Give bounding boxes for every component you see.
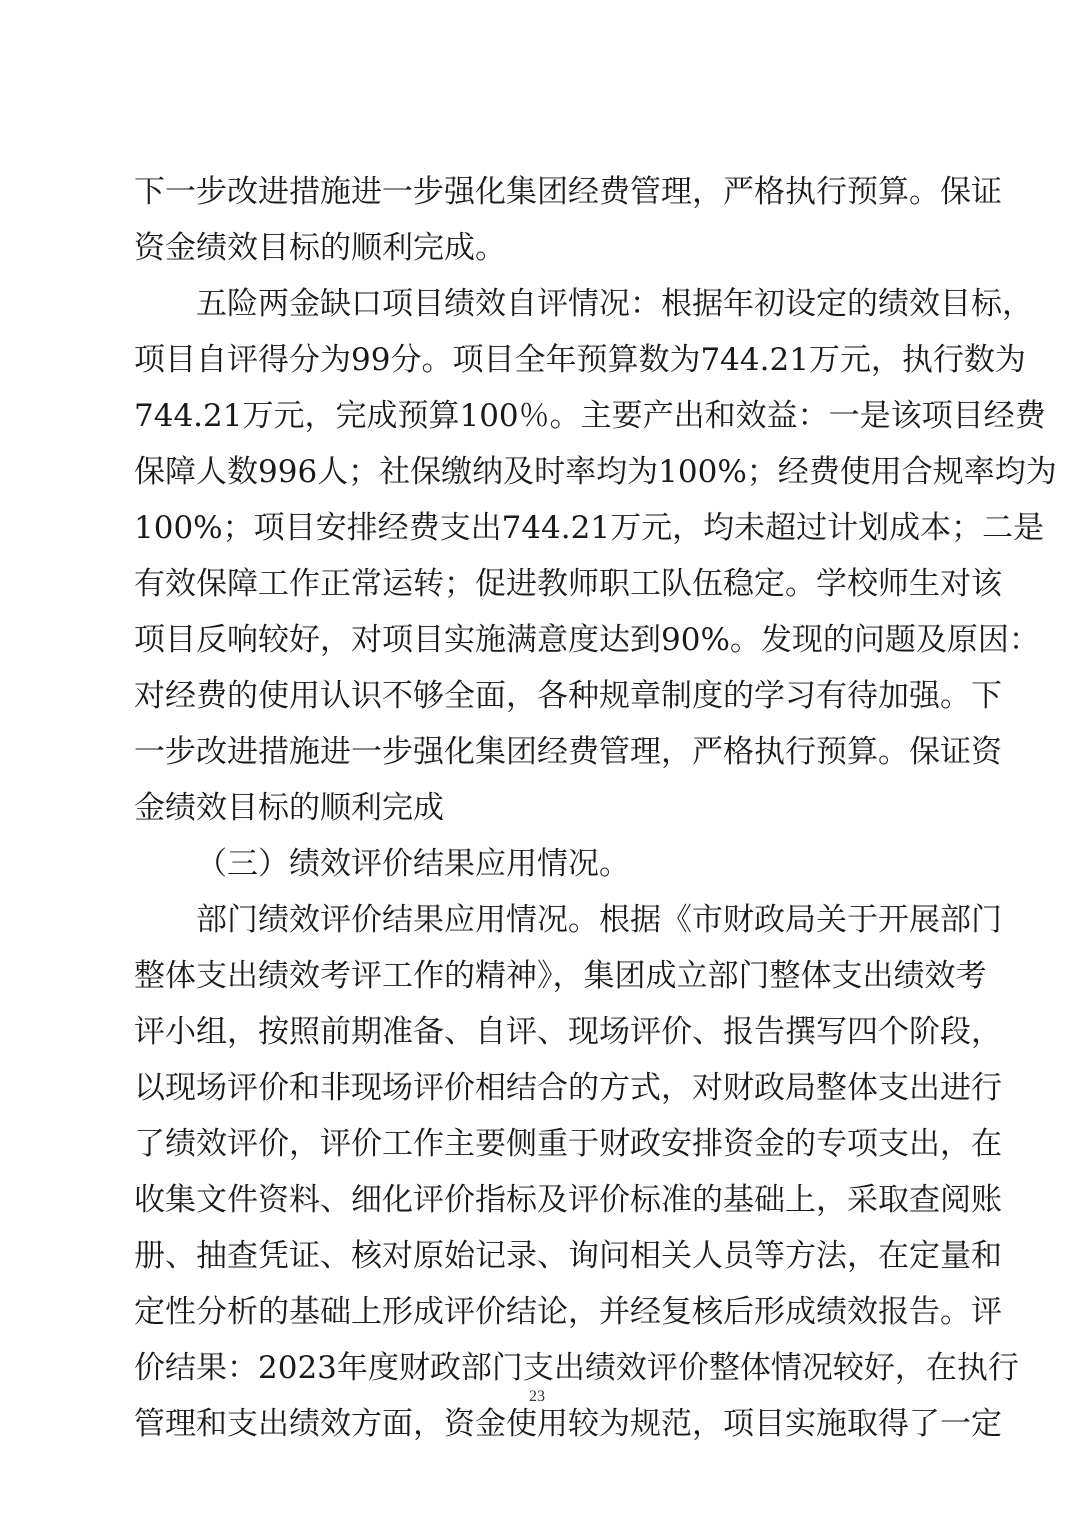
text-line: 价结果：2023年度财政部门支出绩效评价整体情况较好，在执行 [134,1350,1019,1386]
text-line: 有效保障工作正常运转；促进教师职工队伍稳定。学校师生对该 [134,566,1002,602]
paragraph-pension-fund-evaluation [134,276,1057,836]
text-line: 整体支出绩效考评工作的精神》，集团成立部门整体支出绩效考 [134,958,987,994]
text-line: 下一步改进措施进一步强化集团经费管理，严格执行预算。保证 [134,174,1002,210]
text-line: 以现场评价和非现场评价相结合的方式，对财政局整体支出进行 [134,1070,1002,1106]
text-line: 收集文件资料、细化评价指标及评价标准的基础上，采取查阅账 [134,1182,1002,1218]
text-line: 744.21万元，完成预算100％。主要产出和效益：一是该项目经费 [134,398,1046,434]
section-heading [134,836,946,892]
paragraph-department-evaluation [134,892,1019,1452]
text-line: 项目反响较好，对项目实施满意度达到90%。发现的问题及原因： [134,622,1040,658]
paragraph-continuation [134,164,1002,276]
body-text [134,164,1057,1452]
text-line: 五险两金缺口项目绩效自评情况：根据年初设定的绩效目标， [196,286,1033,322]
text-line: 一步改进措施进一步强化集团经费管理，严格执行预算。保证资 [134,734,1002,770]
section-heading-text: （三）绩效评价结果应用情况。 [196,846,630,882]
text-line: 定性分析的基础上形成评价结论，并经复核后形成绩效报告。评 [134,1294,1002,1330]
text-line: 册、抽查凭证、核对原始记录、询问相关人员等方法，在定量和 [134,1238,1002,1274]
text-line: 保障人数996人；社保缴纳及时率均为100%；经费使用合规率均为 [134,454,1057,490]
text-line: 评小组，按照前期准备、自评、现场评价、报告撰写四个阶段， [134,1014,1002,1050]
text-line: 了绩效评价，评价工作主要侧重于财政安排资金的专项支出，在 [134,1126,1002,1162]
text-line: 对经费的使用认识不够全面，各种规章制度的学习有待加强。下 [134,678,1002,714]
text-line: 管理和支出绩效方面，资金使用较为规范，项目实施取得了一定 [134,1406,1002,1442]
page-number: 23 [529,1388,545,1405]
text-line: 部门绩效评价结果应用情况。根据《市财政局关于开展部门 [196,902,1002,938]
text-line: 项目自评得分为99分。项目全年预算数为744.21万元，执行数为 [134,342,1026,378]
text-line: 100%；项目安排经费支出744.21万元，均未超过计划成本；二是 [134,510,1045,546]
text-line: 金绩效目标的顺利完成 [134,790,444,826]
text-line: 资金绩效目标的顺利完成。 [134,230,506,266]
